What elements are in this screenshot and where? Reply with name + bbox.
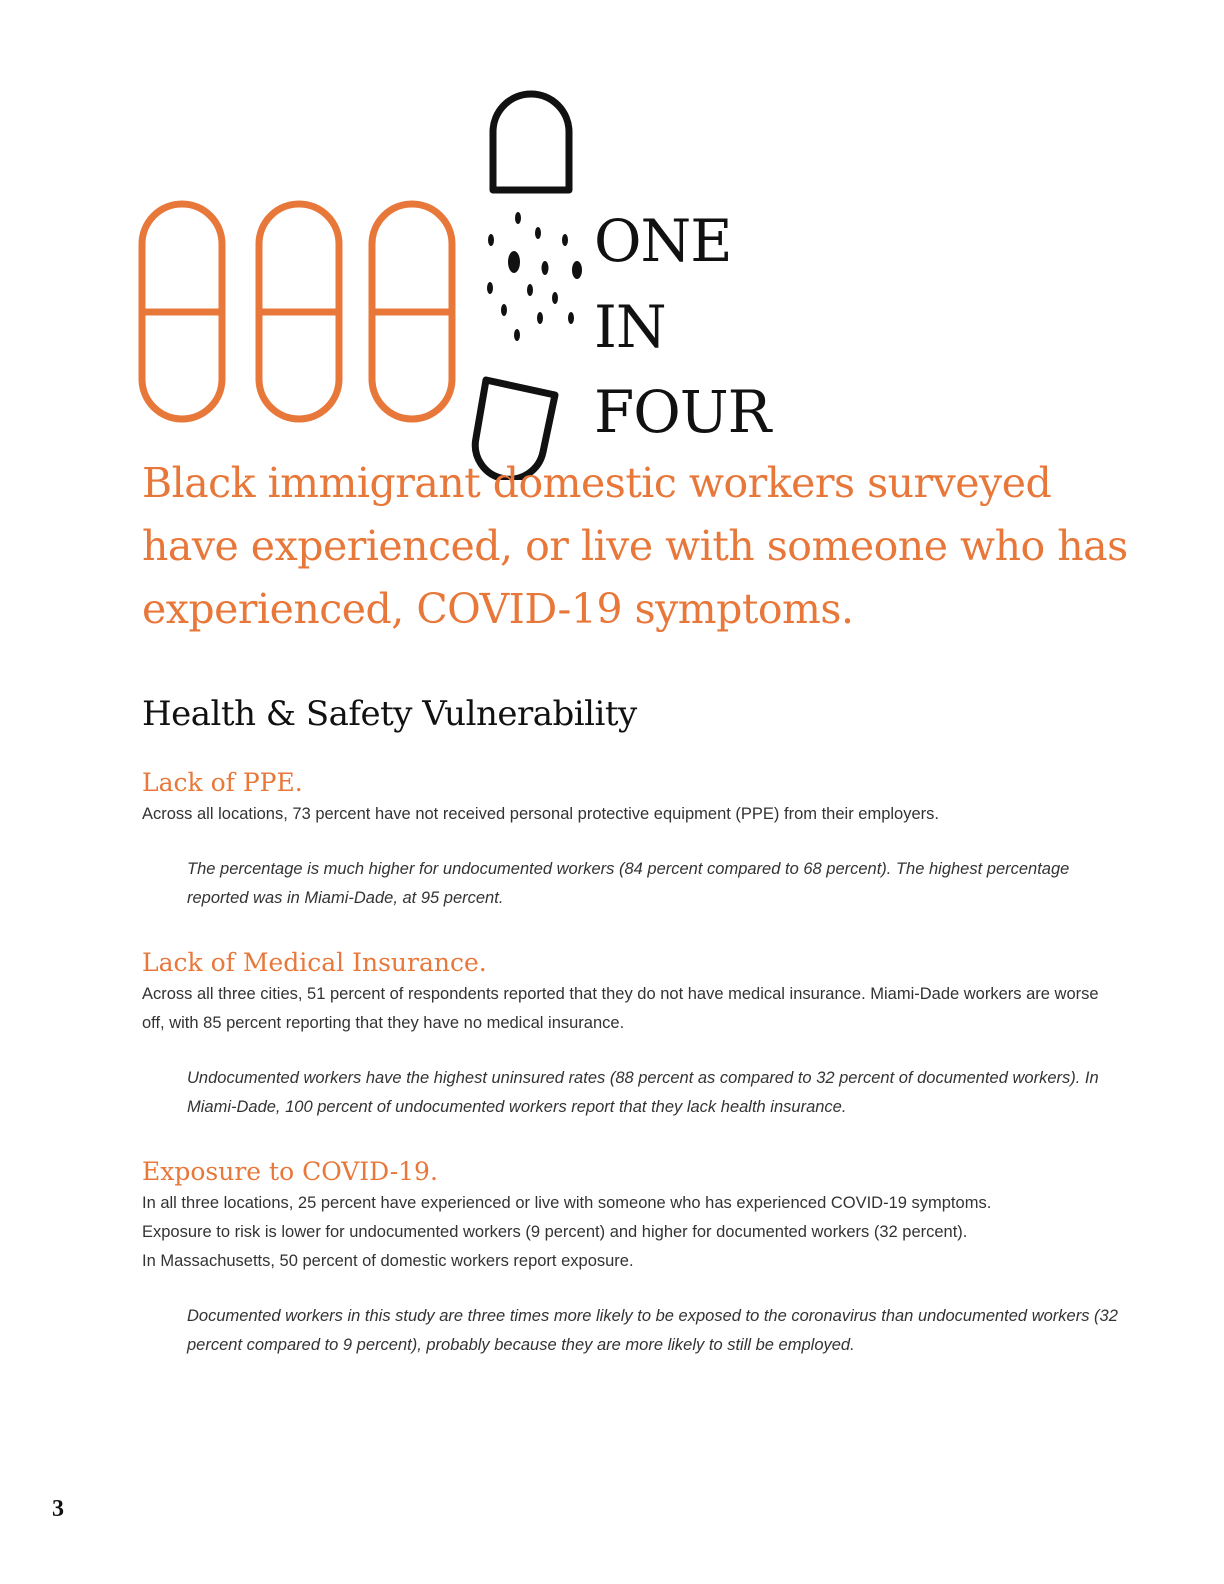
section-title: Health & Safety Vulnerability — [142, 694, 637, 734]
insurance-note: Undocumented workers have the highest uninsured rates (88 percent as compared to 32 percent of documented workers). In Miami-Dade, 100 percent of undocumented workers report that they lack health insurance. — [187, 1069, 1099, 1116]
stat-line-four: FOUR — [594, 378, 771, 446]
insurance-block — [142, 946, 1122, 1122]
stat-line-one: ONE — [594, 207, 732, 275]
insurance-body: Across all three cities, 51 percent of respondents reported that they do not have medical insurance. Miami-Dade workers are worse off, with 85 percent reporting that they have no medical insurance. — [142, 985, 1099, 1032]
covid-body-line: In all three locations, 25 percent have experienced or live with someone who has experienced COVID-19 symptoms. — [142, 1194, 992, 1212]
ppe-block — [142, 766, 1122, 913]
orange-capsule-icon — [372, 204, 452, 419]
stat-line-in: IN — [594, 293, 666, 361]
open-black-capsule-icon — [475, 94, 582, 479]
orange-capsule-icon — [142, 204, 222, 419]
covid-block — [142, 1155, 1122, 1360]
covid-note: Documented workers in this study are three times more likely to be exposed to the coronavirus than undocumented workers (32 percent compared to 9 percent), probably because they are more likely to still be employed. — [187, 1307, 1118, 1354]
ppe-title: Lack of PPE. — [142, 768, 303, 797]
covid-title: Exposure to COVID-19. — [142, 1157, 438, 1186]
ppe-body: Across all locations, 73 percent have not received personal protective equipment (PPE) from their employers. — [142, 805, 939, 823]
covid-body-line: In Massachusetts, 50 percent of domestic workers report exposure. — [142, 1252, 634, 1270]
orange-capsule-icon — [259, 204, 339, 419]
page-number: 3 — [52, 1496, 64, 1522]
ppe-note: The percentage is much higher for undocumented workers (84 percent compared to 68 percent). The highest percentage reported was in Miami-Dade, at 95 percent. — [187, 860, 1070, 907]
covid-body-line: Exposure to risk is lower for undocumented workers (9 percent) and higher for documented workers (32 percent). — [142, 1223, 968, 1241]
insurance-title: Lack of Medical Insurance. — [142, 948, 487, 977]
hero-headline: Black immigrant domestic workers surveyed have experienced, or live with someone who has experienced, COVID-19 symptoms. — [142, 459, 1128, 633]
spilled-granules-icon — [487, 212, 582, 341]
